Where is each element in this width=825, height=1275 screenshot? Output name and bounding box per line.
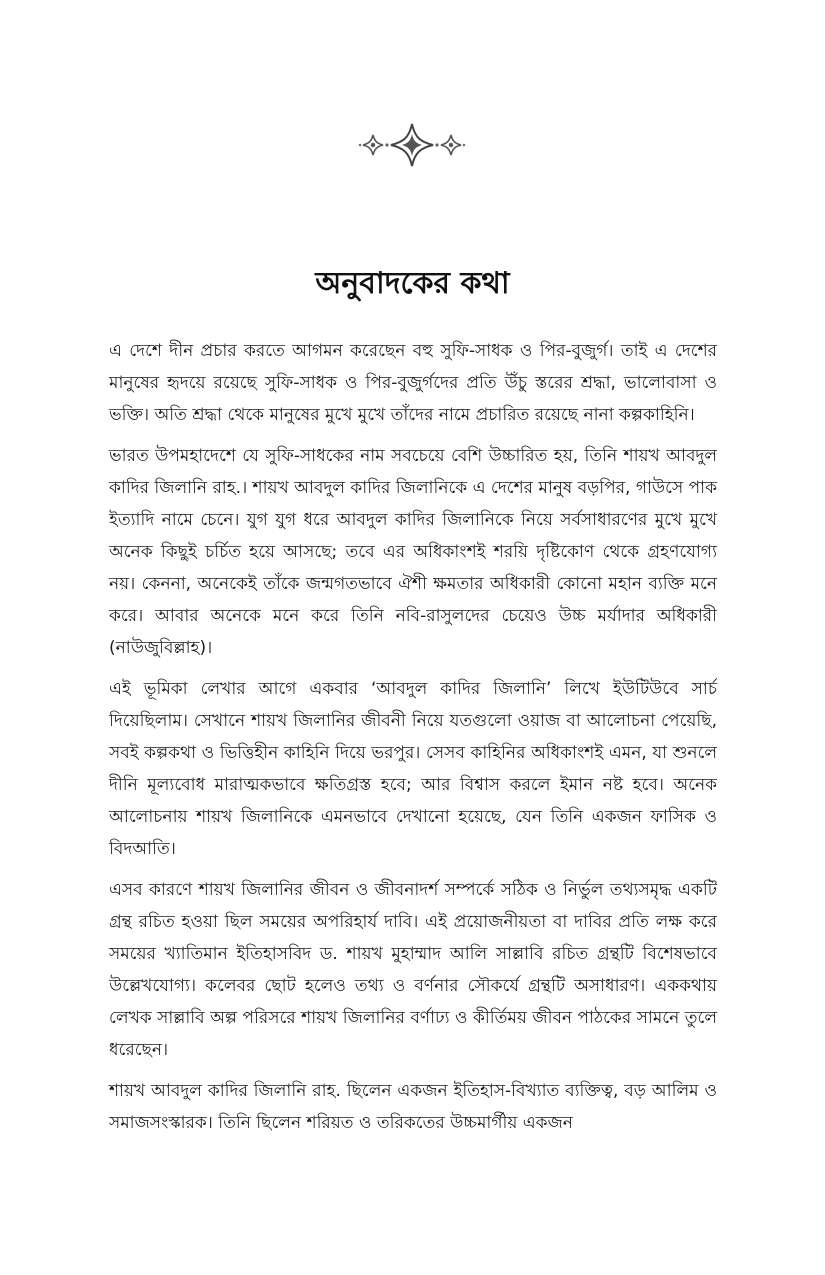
paragraph: এসব কারণে শায়খ জিলানির জীবন ও জীবনাদর্শ সম্পর্কে সঠিক ও নির্ভুল তথ্যসমৃদ্ধ একটি গ্রন্থ রচিত হওয়া ছিল সময়ের অপরিহার্য দাবি। এই প্রয়োজনীয়তা বা দাবির প্রতি লক্ষ করে সময়ের খ্যাতিমান ইতিহাসবিদ ড. শায়খ মুহাম্মাদ আলি সাল্লাবি রচিত গ্রন্থটি বিশেষভাবে উল্লেখযোগ্য। কলেবর ছোট হলেও তথ্য ও বর্ণনার সৌকর্যে গ্রন্থটি অসাধারণ। এককথায় লেখক সাল্লাবি অল্প পরিসরে শায়খ জিলানির বর্ণাঢ্য ও কীর্তিময় জীবন পাঠকের সামনে তুলে ধরেছেন। bbox=[109, 880, 717, 1060]
paragraph: এ দেশে দীন প্রচার করতে আগমন করেছেন বহু সুফি-সাধক ও পির-বুজুর্গ। তাই এ দেশের মানুষের হৃদয়ে রয়েছে সুফি-সাধক ও পির-বুজুর্গদের প্রতি উঁচু স্তরের শ্রদ্ধা, ভালোবাসা ও ভক্তি। অতি শ্রদ্ধা থেকে মানুষের মুখে মুখে তাঁদের নামে প্রচারিত রয়েছে নানা কল্পকাহিনি। bbox=[109, 341, 717, 425]
decorative-star-ornament-icon bbox=[357, 118, 467, 172]
paragraph: এই ভূমিকা লেখার আগে একবার ‘আবদুল কাদির জিলানি’ লিখে ইউটিউবে সার্চ দিয়েছিলাম। সেখানে শায়খ জিলানির জীবনী নিয়ে যতগুলো ওয়াজ বা আলোচনা পেয়েছি, সবই কল্পকথা ও ভিত্তিহীন কাহিনি দিয়ে ভরপুর। সেসব কাহিনির অধিকাংশই এমন, যা শুনলে দীনি মূল্যবোধ মারাত্মকভাবে ক্ষতিগ্রস্ত হবে; আর বিশ্বাস করলে ইমান নষ্ট হবে। অনেক আলোচনায় শায়খ জিলানিকে এমনভাবে দেখানো হয়েছে, যেন তিনি একজন ফাসিক ও বিদআতি। bbox=[109, 679, 717, 859]
page-title: অনুবাদকের কথা bbox=[315, 266, 510, 301]
paragraph: ভারত উপমহাদেশে যে সুফি-সাধকের নাম সবচেয়ে বেশি উচ্চারিত হয়, তিনি শায়খ আবদুল কাদির জিলানি রাহ.। শায়খ আবদুল কাদির জিলানিকে এ দেশের মানুষ বড়পির, গাউসে পাক ইত্যাদি নামে চেনে। যুগ যুগ ধরে আবদুল কাদির জিলানিকে নিয়ে সর্বসাধারণের মুখে মুখে অনেক কিছুই চর্চিত হয়ে আসছে; তবে এর অধিকাংশই শরয়ি দৃষ্টিকোণ থেকে গ্রহণযোগ্য নয়। কেননা, অনেকেই তাঁকে জন্মগতভাবে ঐশী ক্ষমতার অধিকারী কোনো মহান ব্যক্তি মনে করে। আবার অনেকে মনে করে তিনি নবি-রাসুলদের চেয়েও উচ্চ মর্যাদার অধিকারী (নাউজুবিল্লাহ)। bbox=[109, 446, 718, 658]
body-text bbox=[109, 335, 717, 1148]
paragraph: শায়খ আবদুল কাদির জিলানি রাহ. ছিলেন একজন ইতিহাস-বিখ্যাত ব্যক্তিত্ব, বড় আলিম ও সমাজসংস্কারক। তিনি ছিলেন শরিয়ত ও তরিকতের উচ্চমার্গীয় একজন bbox=[109, 1081, 717, 1133]
